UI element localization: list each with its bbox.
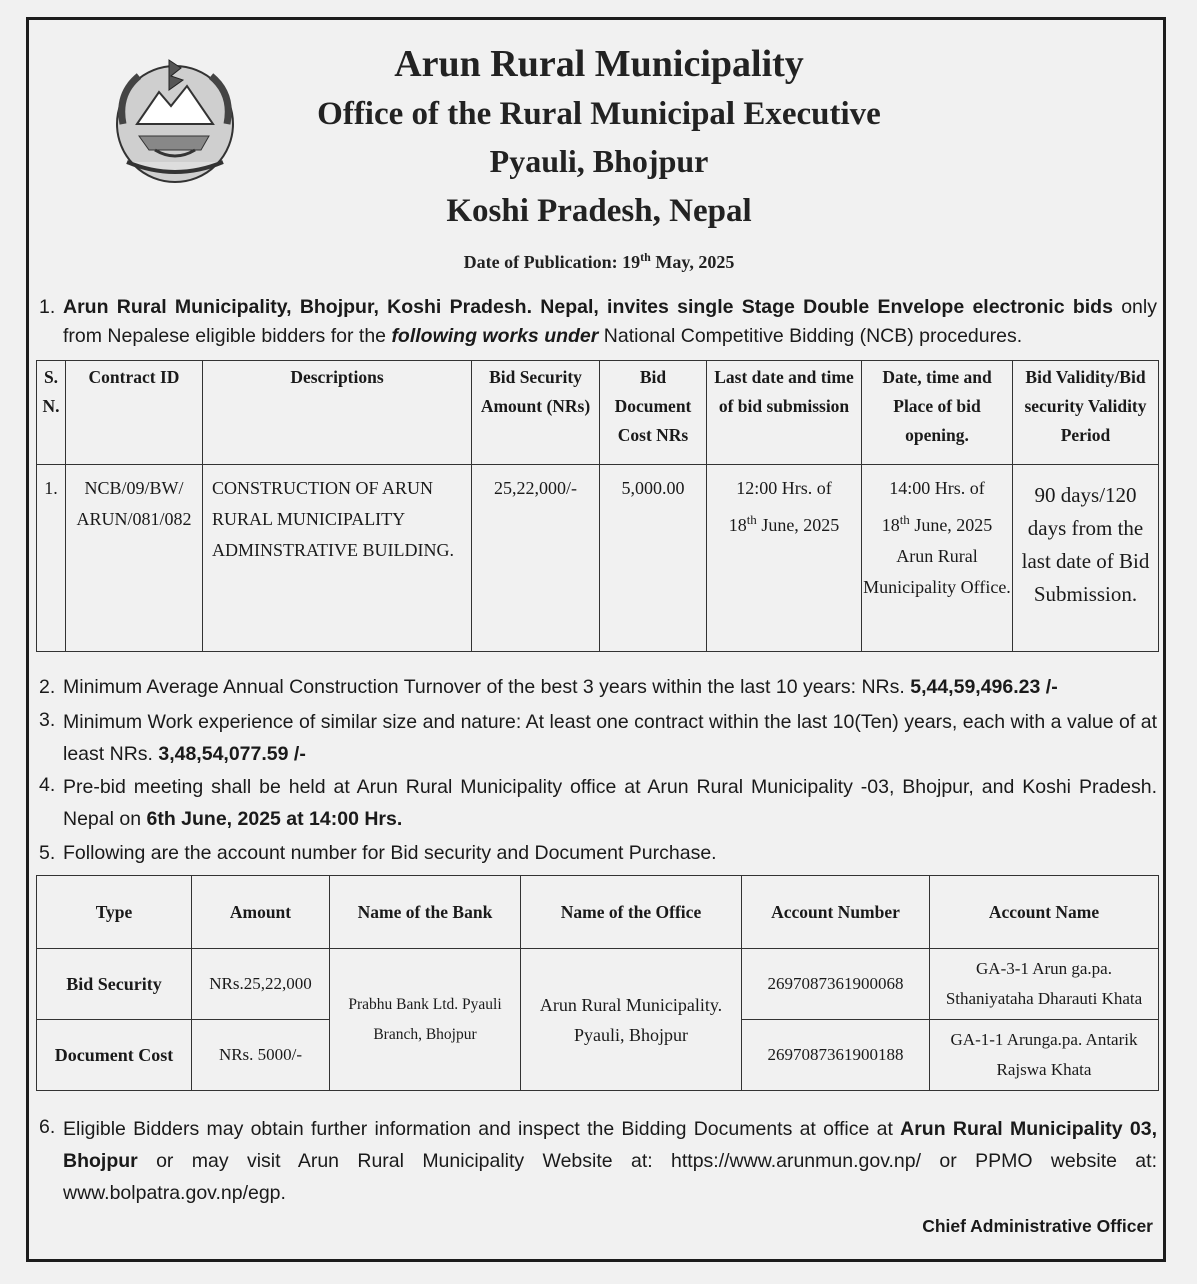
cell-office: Arun Rural Municipality. Pyauli, Bhojpur	[521, 949, 742, 1091]
th-amount: Amount	[192, 876, 330, 949]
cell-type: Document Cost	[37, 1020, 192, 1091]
cell-bid-security: 25,22,000/-	[472, 465, 600, 652]
cell-account-name: GA-3-1 Arun ga.pa. Sthaniyataha Dharauti Khata	[930, 949, 1159, 1020]
cell-opening: 14:00 Hrs. of 18th June, 2025 Arun Rural Municipality Office.	[862, 465, 1013, 652]
cell-account-number: 2697087361900068	[742, 949, 930, 1020]
accounts-table	[36, 875, 1159, 1091]
office-title: Office of the Rural Municipal Executive	[317, 96, 881, 132]
cell-bank: Prabhu Bank Ltd. Pyauli Branch, Bhojpur	[330, 949, 521, 1091]
th-account-name: Account Name	[930, 876, 1159, 949]
cell-validity: 90 days/120 days from the last date of Bid Submission.	[1013, 465, 1159, 652]
th-bank: Name of the Bank	[330, 876, 521, 949]
th-office: Name of the Office	[521, 876, 742, 949]
th-sn: S. N.	[37, 361, 66, 465]
cell-account-name: GA-1-1 Arunga.pa. Antarik Rajswa Khata	[930, 1020, 1159, 1091]
publication-date: Date of Publication: 19th May, 2025	[463, 250, 735, 272]
cell-sn: 1.	[37, 465, 66, 652]
paragraph-5: 5. Following are the account number for Bid security and Document Purchase.	[39, 842, 717, 864]
th-type: Type	[37, 876, 192, 949]
cell-submission: 12:00 Hrs. of 18th June, 2025	[707, 465, 862, 652]
province-title: Koshi Pradesh, Nepal	[446, 193, 752, 229]
paragraph-2: 2. Minimum Average Annual Construction Turnover of the best 3 years within the last 10 years: NRs. 5,44,59,496.23 /-	[39, 676, 1058, 698]
cell-amount: NRs.25,22,000	[192, 949, 330, 1020]
th-bid-security: Bid Security Amount (NRs)	[472, 361, 600, 465]
th-descriptions: Descriptions	[203, 361, 472, 465]
paragraph-4: 4. Pre-bid meeting shall be held at Arun Rural Municipality office at Arun Rural Municipality -03, Bhojpur, and Koshi Pradesh. Nepal on 6th June, 2025 at 14:00 Hrs.	[39, 774, 1157, 830]
cell-account-number: 2697087361900188	[742, 1020, 930, 1091]
paragraph-3: 3. Minimum Work experience of similar size and nature: At least one contract within the last 10(Ten) years, each with a value of at least NRs. 3,48,54,077.59 /-	[39, 709, 1157, 765]
paragraph-1: 1. Arun Rural Municipality, Bhojpur, Koshi Pradesh. Nepal, invites single Stage Double Envelope electronic bids only from Nepalese eligible bidders for the following works under National Competitive Bidding (NCB) procedures.	[39, 296, 1157, 347]
cell-doc-cost: 5,000.00	[600, 465, 707, 652]
table-header-row	[37, 876, 1159, 949]
cell-type: Bid Security	[37, 949, 192, 1020]
notice-frame	[26, 17, 1166, 1262]
th-last-date: Last date and time of bid submission	[707, 361, 862, 465]
th-account-number: Account Number	[742, 876, 930, 949]
cell-amount: NRs. 5000/-	[192, 1020, 330, 1091]
municipality-title: Arun Rural Municipality	[394, 43, 804, 85]
th-validity: Bid Validity/Bid security Validity Period	[1013, 361, 1159, 465]
table-row	[37, 949, 1159, 1020]
paragraph-6: 6. Eligible Bidders may obtain further information and inspect the Bidding Documents at office at Arun Rural Municipality 03, Bhojpur or may visit Arun Rural Municipality Website at: https://www.arunmun.gov.np/ or PPMO website at: www.bolpatra.gov.np/egp.	[39, 1116, 1157, 1204]
location-title: Pyauli, Bhojpur	[489, 143, 709, 179]
th-contract-id: Contract ID	[66, 361, 203, 465]
works-table	[36, 360, 1159, 652]
cell-contract-id: NCB/09/BW/ ARUN/081/082	[66, 465, 203, 652]
th-opening: Date, time and Place of bid opening.	[862, 361, 1013, 465]
signature-title: Chief Administrative Officer	[922, 1216, 1153, 1236]
cell-description: CONSTRUCTION OF ARUN RURAL MUNICIPALITY ADMINSTRATIVE BUILDING.	[203, 465, 472, 652]
th-doc-cost: Bid Document Cost NRs	[600, 361, 707, 465]
table-row	[37, 465, 1159, 652]
table-header-row	[37, 361, 1159, 465]
